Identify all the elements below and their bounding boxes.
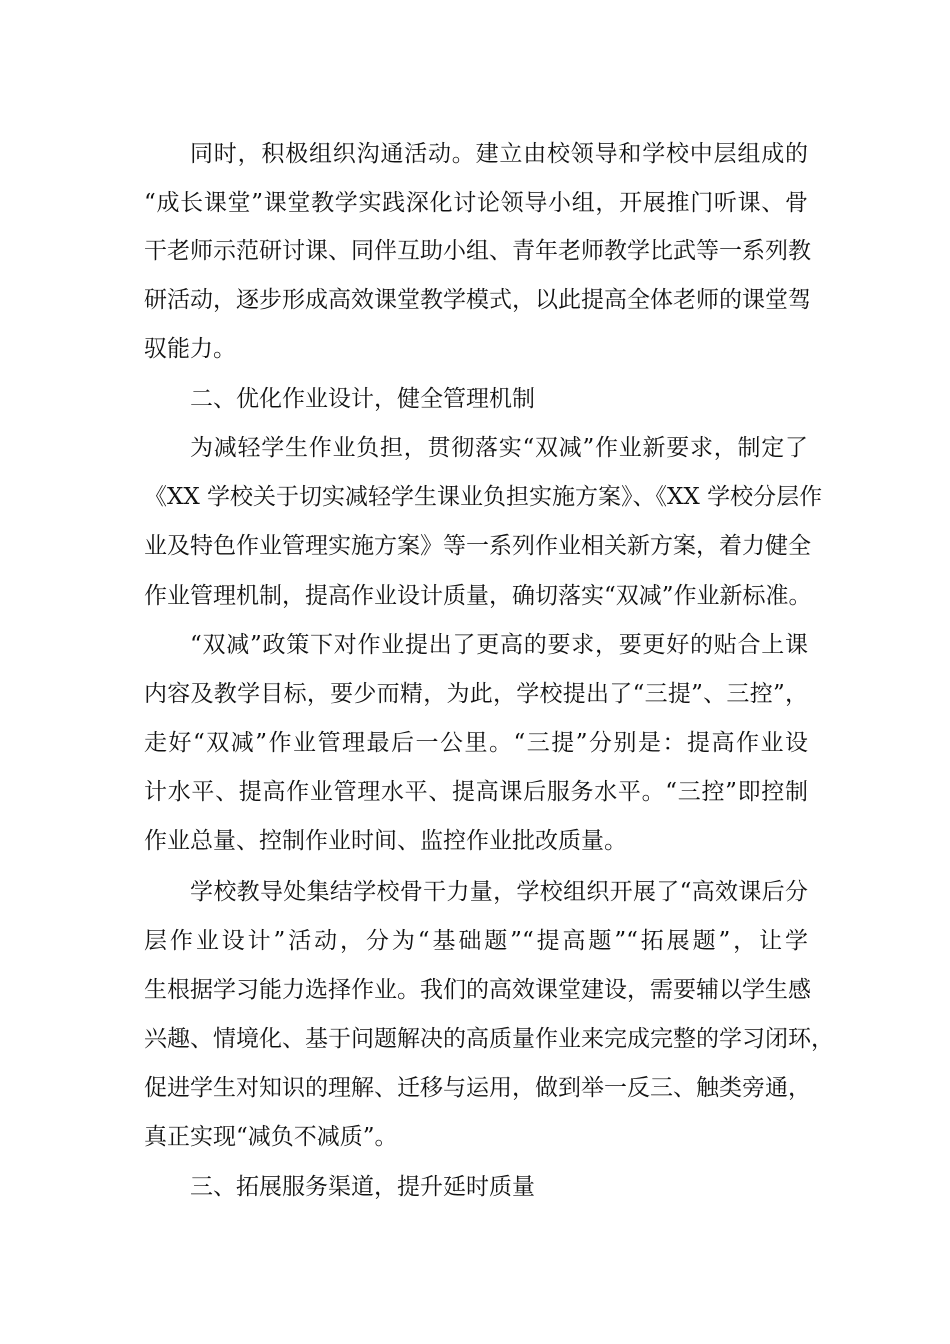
paragraph-line: 生根据学习能力选择作业。我们的高效课堂建设，需要辅以学生感 xyxy=(144,977,811,1003)
paragraph-line: 学校教导处集结学校骨干力量，学校组织开展了“高效课后分 xyxy=(190,879,808,905)
paragraph-line: 业及特色作业管理实施方案》等一系列作业相关新方案，着力健全 xyxy=(144,533,811,559)
paragraph-line: “成长课堂”课堂教学实践深化讨论领导小组，开展推门听课、骨 xyxy=(144,190,808,216)
paragraph-line: “双减”政策下对作业提出了更高的要求，要更好的贴合上课 xyxy=(190,632,808,658)
paragraph-line: 同时，积极组织沟通活动。建立由校领导和学校中层组成的 xyxy=(190,141,808,167)
paragraph-line: 促进学生对知识的理解、迁移与运用，做到举一反三、触类旁通， xyxy=(144,1075,811,1101)
paragraph-line: 驭能力。 xyxy=(144,336,236,362)
paragraph-line: 兴趣、情境化、基于问题解决的高质量作业来完成完整的学习闭环， xyxy=(144,1026,834,1052)
paragraph-line: 走好“双减”作业管理最后一公里。“三提”分别是：提高作业设 xyxy=(144,730,808,756)
paragraph-line: 内容及教学目标，要少而精，为此，学校提出了“三提”、三控”， xyxy=(144,681,808,707)
paragraph-line: 层作业设计”活动，分为“基础题”“提高题”“拓展题”，让学 xyxy=(144,928,808,954)
paragraph-line: 研活动，逐步形成高效课堂教学模式，以此提高全体老师的课堂驾 xyxy=(144,287,811,313)
paragraph-line: 计水平、提高作业管理水平、提高课后服务水平。“三控”即控制 xyxy=(144,779,808,805)
paragraph-line: 为减轻学生作业负担，贯彻落实“双减”作业新要求，制定了 xyxy=(190,435,808,461)
section-heading: 二、优化作业设计，健全管理机制 xyxy=(190,386,535,412)
paragraph-line: 《XX 学校关于切实减轻学生课业负担实施方案》、《XX 学校分层作 xyxy=(144,484,823,510)
section-heading: 三、拓展服务渠道，提升延时质量 xyxy=(190,1174,535,1200)
paragraph-line: 干老师示范研讨课、同伴互助小组、青年老师教学比武等一系列教 xyxy=(144,238,811,264)
paragraph-line: 作业管理机制，提高作业设计质量，确切落实“双减”作业新标准。 xyxy=(144,583,812,609)
paragraph-line: 作业总量、控制作业时间、监控作业批改质量。 xyxy=(144,828,627,854)
paragraph-line: 真正实现“减负不减质”。 xyxy=(144,1124,398,1150)
